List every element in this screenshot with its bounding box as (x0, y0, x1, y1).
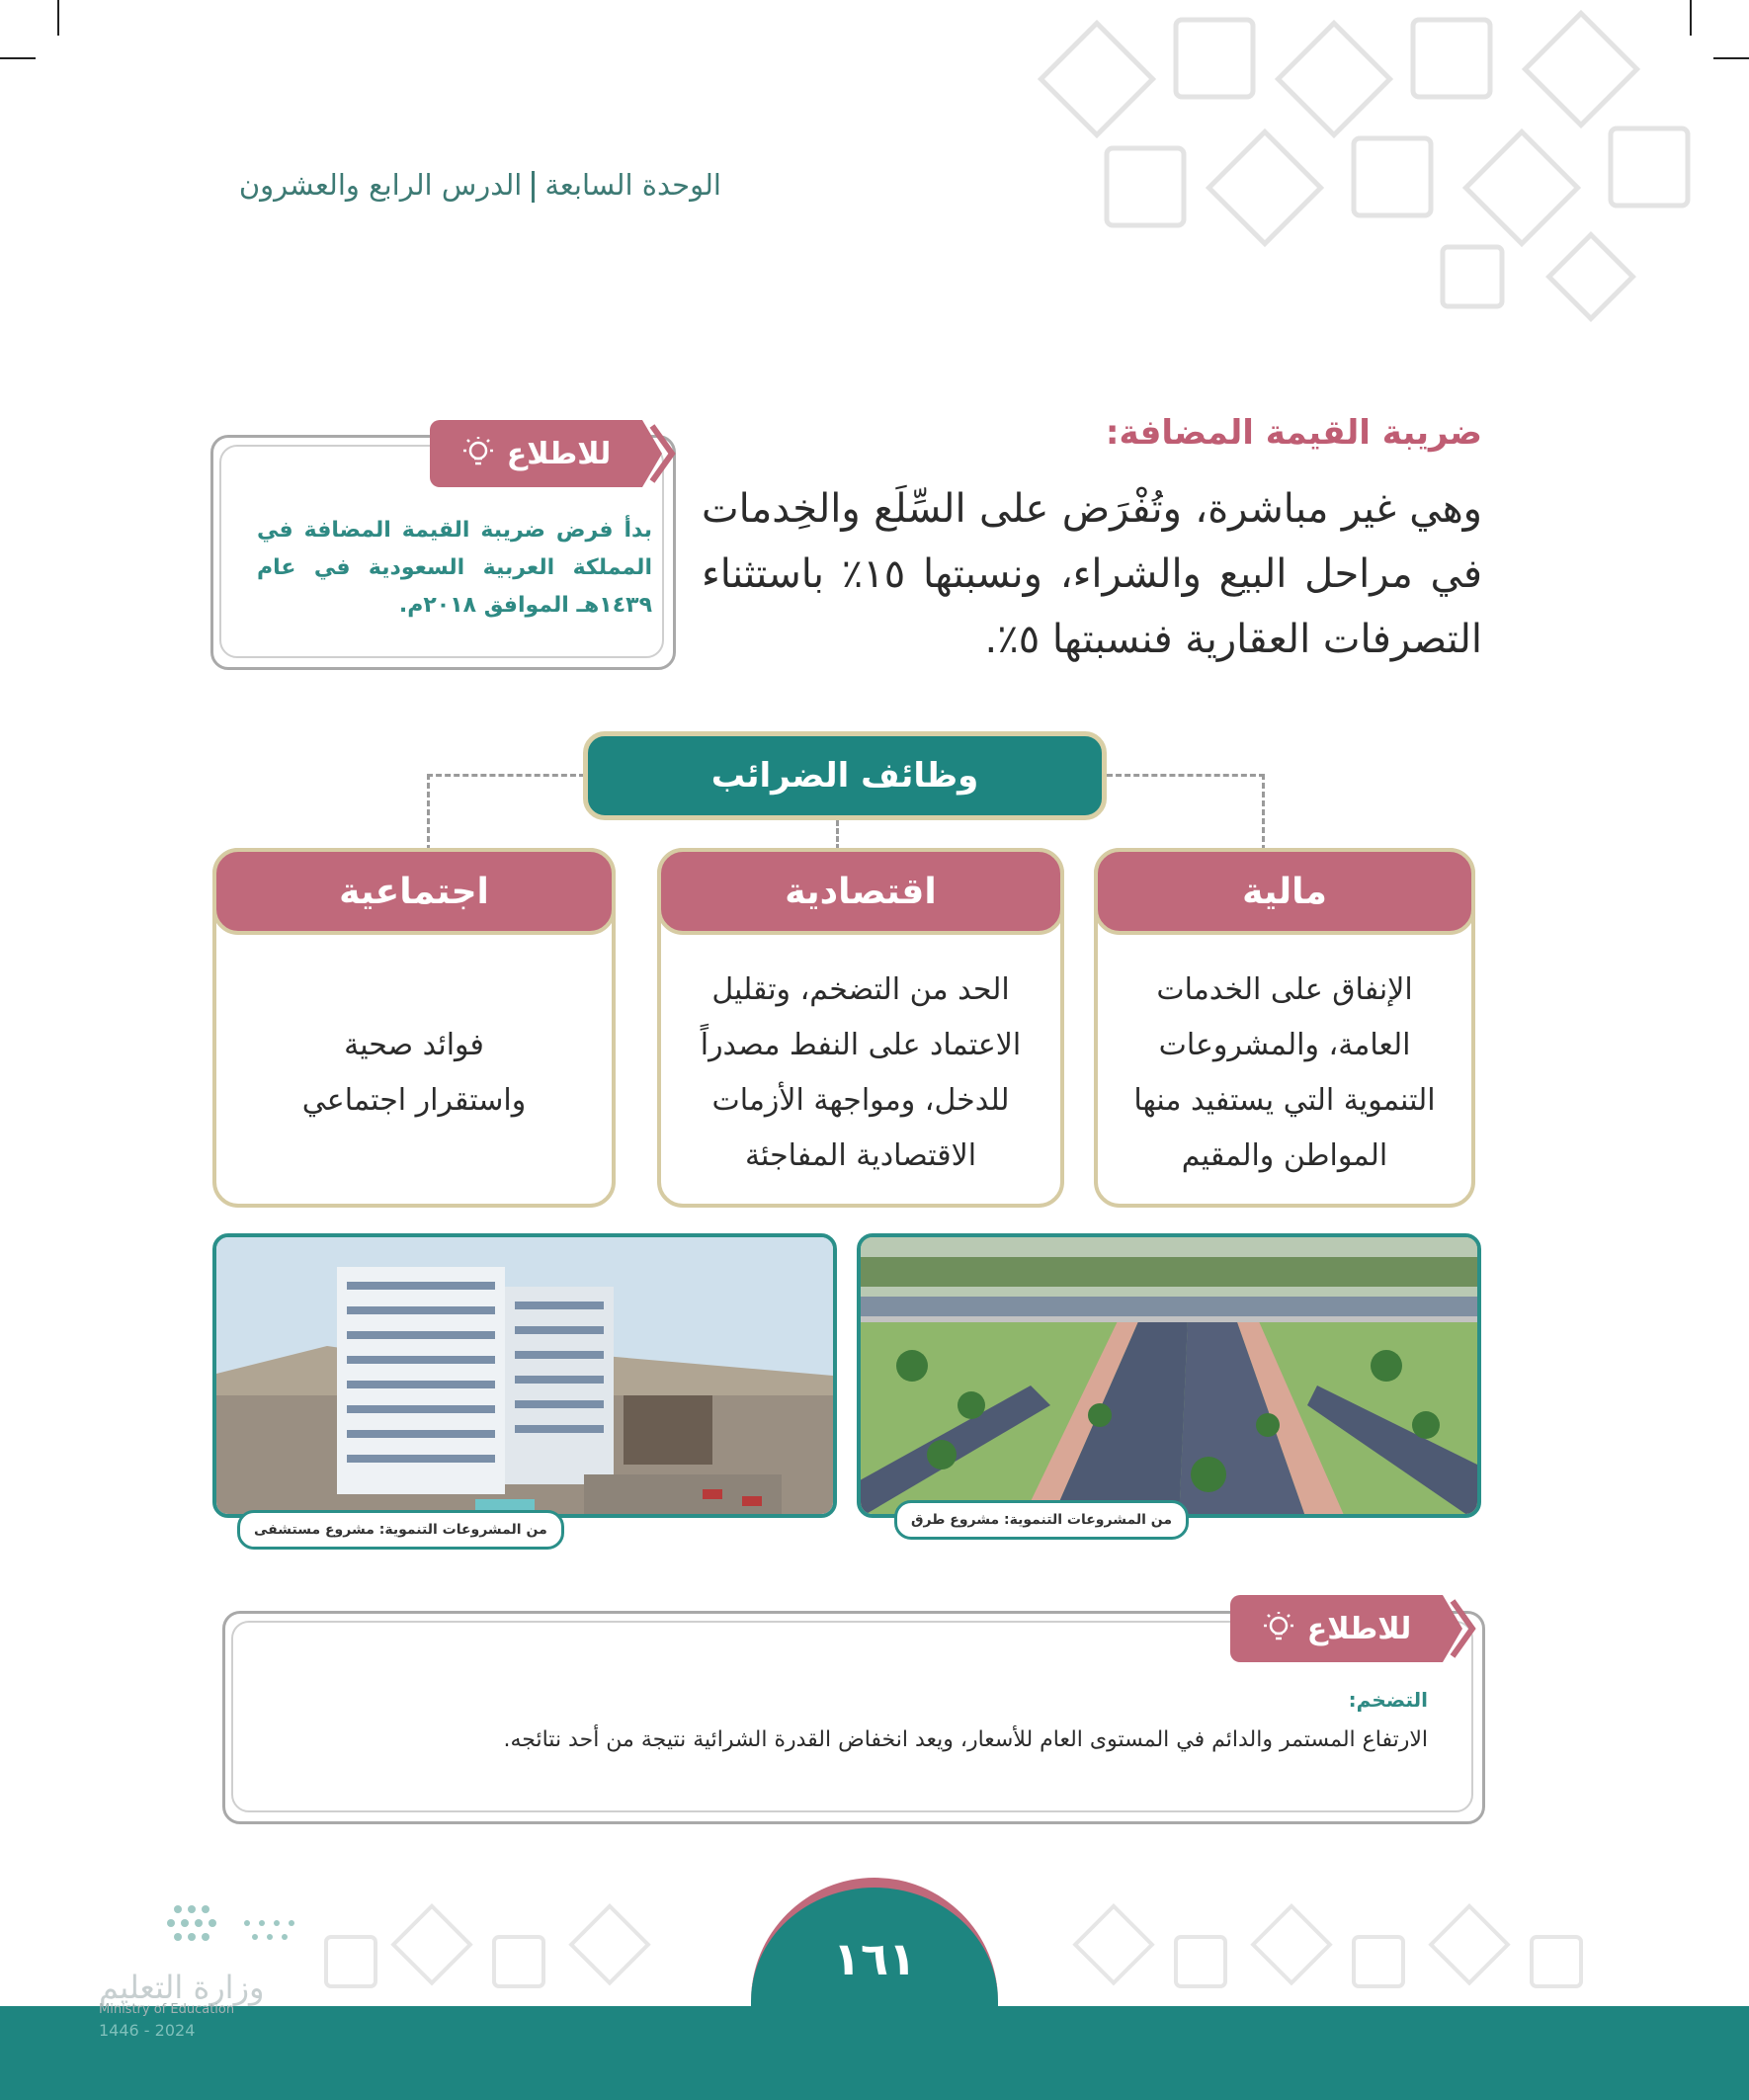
lesson-label: الوحدة السابعة (544, 168, 721, 202)
crop-mark (0, 57, 36, 59)
card-line: العامة، والمشروعات (1158, 1027, 1411, 1062)
ministry-logo (69, 1897, 326, 2016)
card-line: الاعتماد على النفط مصدراً (700, 1027, 1022, 1062)
chevron-icon (1443, 1595, 1476, 1662)
card-economic (657, 848, 1064, 1208)
ministry-dots-icon (69, 1897, 326, 1967)
connector-line (427, 774, 585, 777)
unit-header (208, 168, 721, 203)
road-photo (857, 1233, 1481, 1518)
ministry-name-en: Ministry of Education (99, 2002, 235, 2017)
diagram-root: وظائف الضرائب (583, 731, 1107, 820)
card-line: التنموية التي يستفيد منها (1133, 1082, 1436, 1118)
info-tag-label: للاطلاع (1306, 1611, 1412, 1646)
edition-year: 2024 - 1446 (99, 2021, 196, 2040)
card-body (1112, 956, 1458, 1190)
term-label: التضخم: (1348, 1688, 1428, 1712)
road-caption: من المشروعات التنموية: مشروع طرق (894, 1500, 1189, 1540)
unit-label: الدرس الرابع والعشرون (238, 168, 523, 202)
info-tag (430, 420, 642, 487)
term-definition: الارتفاع المستمر والدائم في المستوى العام للأسعار، ويعد انخفاض القدرة الشرائية نتيجة من أحد نتائجه. (503, 1727, 1428, 1752)
hospital-illustration (212, 1237, 833, 1518)
card-social (212, 848, 616, 1208)
road-illustration (857, 1237, 1477, 1518)
card-financial (1094, 848, 1475, 1208)
info-tag-label: للاطلاع (506, 436, 612, 471)
vat-paragraph: وهي غير مباشرة، وتُفْرَض على السِّلَع والخِدمات في مراحل البيع والشراء، ونسبتها ١٥٪ باستثناء التصرفات العقارية فنسبتها ٥٪. (702, 486, 1482, 662)
card-title: مالية (1094, 848, 1475, 935)
section-title: ضريبة القيمة المضافة: (1105, 413, 1482, 453)
card-body (230, 956, 598, 1190)
footer-band (0, 2006, 1749, 2100)
connector-line (836, 820, 839, 850)
card-line: المواطن والمقيم (1181, 1137, 1388, 1173)
ministry-name-ar: وزارة التعليم (99, 1969, 265, 2006)
card-line: الحد من التضخم، وتقليل (711, 971, 1010, 1007)
hospital-photo (212, 1233, 837, 1518)
card-line: واستقرار اجتماعي (301, 1082, 527, 1118)
connector-line (427, 774, 430, 851)
card-line: للدخل، ومواجهة الأزمات (711, 1082, 1010, 1118)
card-body (675, 956, 1046, 1190)
card-line: فوائد صحية (344, 1027, 484, 1062)
connector-line (1262, 774, 1265, 851)
lightbulb-icon (461, 437, 495, 470)
info-box-text: بدأ فرض ضريبة القيمة المضافة في المملكة العربية السعودية في عام ١٤٣٩هـ الموافق ٢٠١٨م. (257, 518, 652, 618)
card-line: الإنفاق على الخدمات (1156, 971, 1413, 1007)
hospital-caption: من المشروعات التنموية: مشروع مستشفى (237, 1510, 564, 1550)
lightbulb-icon (1262, 1612, 1295, 1645)
decorative-pattern (1028, 0, 1739, 326)
chevron-icon (642, 420, 676, 487)
crop-mark (57, 0, 59, 36)
header-separator (532, 171, 535, 203)
connector-line (1107, 774, 1265, 777)
card-title: اجتماعية (212, 848, 616, 935)
info-tag (1230, 1595, 1443, 1662)
card-line: الاقتصادية المفاجئة (744, 1137, 977, 1173)
card-title: اقتصادية (657, 848, 1064, 935)
page-number: ١٦١ (832, 1932, 917, 1985)
